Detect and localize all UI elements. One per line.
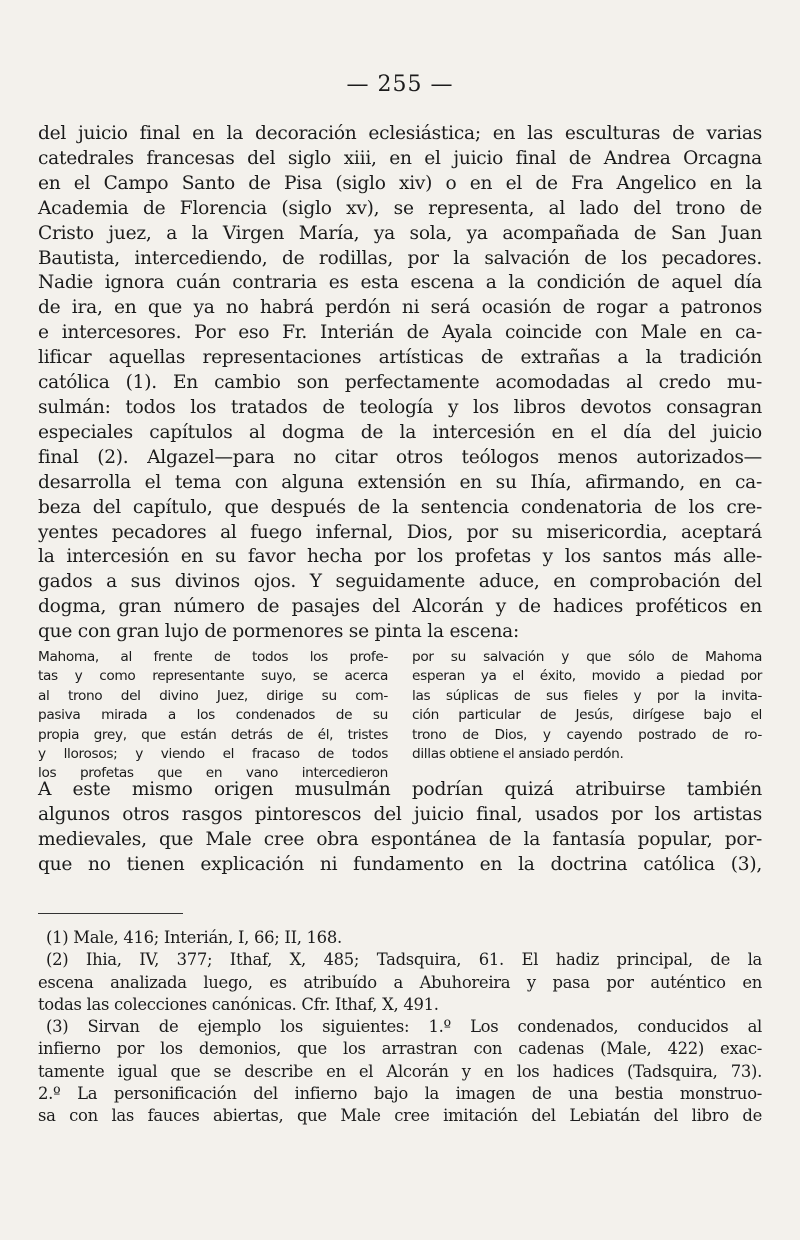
text-line: lificar aquellas representaciones artísticas de extrañas a la tradición [38,347,762,369]
quoted-passage [38,648,762,784]
quote-line: dillas obtiene el ansiado perdón. [412,746,624,763]
quote-column-right [412,648,762,784]
text-line: especiales capítulos al dogma de la intercesión en el día del juicio [38,421,762,443]
footnote-line: tamente igual que se describe en el Alcorán y en los hadices (Tadsquira, 73). [38,1061,762,1081]
quote-line: las súplicas de sus fieles y por la invita- [412,687,762,704]
quote-column-left [38,648,388,784]
text-line: la intercesión en su favor hecha por los profetas y los santos más alle- [38,546,762,568]
footnote-line: (1) Male, 416; Interián, I, 66; II, 168. [46,928,342,947]
text-line: A este mismo origen musulmán podrían quizá atribuirse también [38,779,762,800]
text-line: Academia de Florencia (siglo xv), se representa, al lado del trono de [38,197,762,219]
text-line: Nadie ignora cuán contraria es esta escena a la condición de aquel día [38,272,762,294]
footnote-line: (3) Sirvan de ejemplo los siguientes: 1.º Los condenados, conducidos al [46,1017,762,1037]
footnotes [38,927,762,1128]
quote-line: los profetas que en vano intercedieron [38,765,388,782]
quote-line: ción particular de Jesús, dirígese bajo el [412,707,762,724]
continuation-paragraph [38,778,762,878]
quote-line: al trono del divino Juez, dirige su com- [38,687,388,704]
quote-line: tas y como representante suyo, se acerca [38,668,388,685]
text-line: e intercesores. Por eso Fr. Interián de Ayala coincide con Male en ca- [38,322,762,344]
footnote-line: sa con las fauces abiertas, que Male cree imitación del Lebiatán del libro de [38,1106,762,1126]
quote-line: propia grey, que están detrás de él, tristes [38,726,388,743]
text-line: gados a sus divinos ojos. Y seguidamente aduce, en comprobación del [38,571,762,593]
text-line: sulmán: todos los tratados de teología y los libros devotos consagran [38,396,762,418]
footnote-line: todas las colecciones canónicas. Cfr. Ithaf, X, 491. [38,994,439,1014]
quote-line: por su salvación y que sólo de Mahoma [412,649,762,665]
quote-line: y llorosos; y viendo el fracaso de todos [38,746,388,763]
quote-line: pasiva mirada a los condenados de su [38,707,388,724]
text-line: católica (1). En cambio son perfectamente acomodadas al credo mu- [38,372,762,394]
text-line: beza del capítulo, que después de la sentencia condenatoria de los cre- [38,496,762,518]
text-line: que no tienen explicación ni fundamento en la doctrina católica (3), [38,853,762,875]
footnote-line: (2) Ihia, IV, 377; Ithaf, X, 485; Tadsquira, 61. El hadiz principal, de la [46,950,762,970]
footnote-line: infierno por los demonios, que los arrastran con cadenas (Male, 422) exac- [38,1039,762,1059]
main-paragraph [38,122,762,645]
text-line: del juicio final en la decoración eclesiástica; en las esculturas de varias [38,123,762,144]
text-line: de ira, en que ya no habrá perdón ni será ocasión de rogar a patronos [38,297,762,319]
text-line: Cristo juez, a la Virgen María, ya sola, ya acompañada de San Juan [38,222,762,244]
page-number: — 255 — [346,72,454,97]
quote-line: esperan ya el éxito, movido a piedad por [412,668,762,685]
text-line: yentes pecadores al fuego infernal, Dios, por su misericordia, aceptará [38,521,762,543]
quote-line: trono de Dios, y cayendo postrado de ro- [412,726,762,743]
footnote-line: escena analizada luego, es atribuído a Abuhoreira y pasa por auténtico en [38,972,762,992]
text-line: final (2). Algazel—para no citar otros teólogos menos autorizados— [38,446,762,468]
footnote-line: 2.º La personificación del infierno bajo la imagen de una bestia monstruo- [38,1084,762,1104]
text-line: Bautista, intercediendo, de rodillas, por la salvación de los pecadores. [38,247,762,269]
quote-line: Mahoma, al frente de todos los profe- [38,649,388,665]
text-line: medievales, que Male cree obra espontánea de la fantasía popular, por- [38,828,762,850]
text-line: dogma, gran número de pasajes del Alcorán y de hadices proféticos en [38,596,762,618]
text-line: que con gran lujo de pormenores se pinta la escena: [38,621,520,643]
text-line: algunos otros rasgos pintorescos del juicio final, usados por los artistas [38,803,762,825]
text-line: catedrales francesas del siglo xiii, en el juicio final de Andrea Orcagna [38,147,762,169]
footnote-separator [38,913,183,914]
text-line: en el Campo Santo de Pisa (siglo xiv) o en el de Fra Angelico en la [38,172,762,194]
text-line: desarrolla el tema con alguna extensión en su Ihía, afirmando, en ca- [38,471,762,493]
